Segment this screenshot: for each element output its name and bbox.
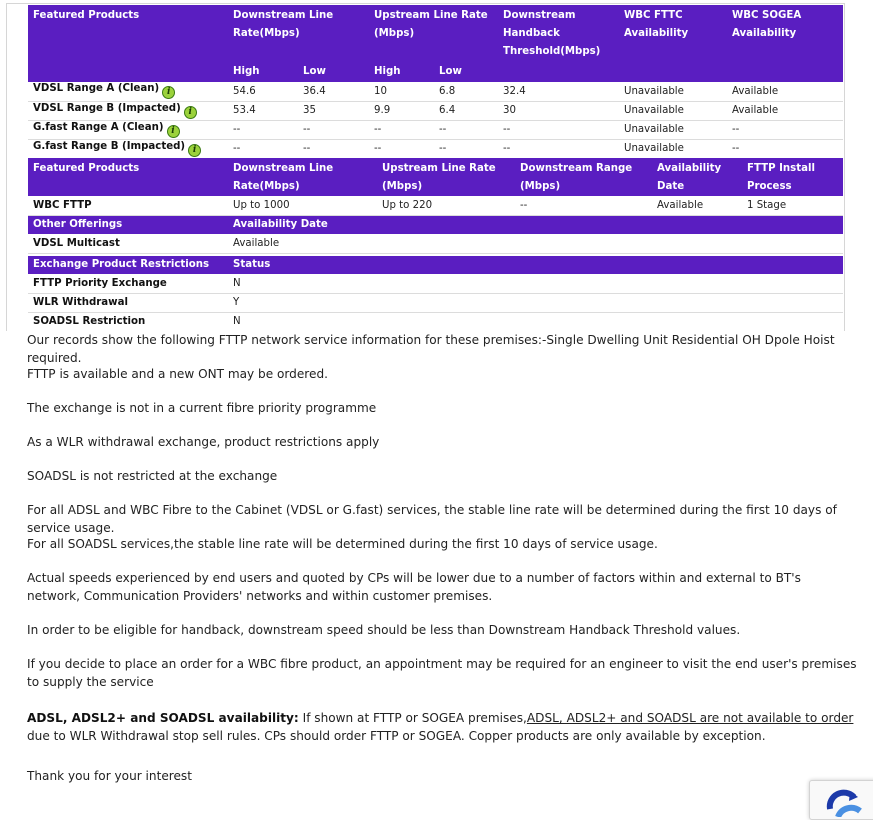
info-message: For all SOADSL services,the stable line rate will be determined during the first 10 days of service usage. (27, 537, 658, 551)
note-text: due to WLR Withdrawal stop sell rules. CPs should order FTTP or SOGEA. Copper products are only available by exception. (27, 728, 766, 743)
cell: 30 (498, 101, 619, 120)
cell: -- (498, 139, 619, 158)
cell: -- (228, 120, 298, 139)
cell: Available (727, 82, 843, 101)
table-row (28, 101, 843, 120)
cell: Unavailable (619, 120, 727, 139)
cell: -- (498, 120, 619, 139)
cell: Y (228, 293, 843, 312)
product-name: G.fast Range B (Impacted) (33, 140, 186, 152)
restriction-name: FTTP Priority Exchange (28, 274, 228, 293)
column-header: Upstream Line Rate (Mbps) (369, 5, 498, 61)
cell: -- (298, 120, 369, 139)
info-message: If you decide to place an order for a WBC fibre product, an appointment may be required for an engineer to visit the end user's premises to supply the service (27, 657, 857, 689)
cell: N (228, 274, 843, 293)
info-icon[interactable]: i (167, 125, 180, 138)
column-header: Upstream Line Rate (Mbps) (377, 158, 515, 196)
info-message: The exchange is not in a current fibre priority programme (27, 401, 377, 415)
column-header: Status (228, 256, 843, 274)
info-icon[interactable]: i (188, 144, 201, 157)
recaptcha-badge[interactable] (809, 780, 873, 820)
subheader: Low (298, 61, 369, 82)
note-text: If shown at FTTP or SOGEA premises, (298, 711, 527, 725)
column-header: Availability Date (228, 216, 843, 234)
other-offerings-table (28, 216, 843, 254)
table-row (28, 139, 843, 158)
column-header: Downstream Handback Threshold(Mbps) (498, 5, 619, 61)
info-icon[interactable]: i (184, 106, 197, 119)
table-header-row (28, 5, 843, 61)
column-header: WBC FTTC Availability (619, 5, 727, 61)
restriction-name: SOADSL Restriction (33, 316, 146, 328)
cell: 53.4 (228, 101, 298, 120)
info-message: In order to be eligible for handback, downstream speed should be less than Downstream Handback Threshold values. (27, 623, 741, 637)
column-header: FTTP Install Process (742, 158, 843, 196)
cell: 36.4 (298, 82, 369, 101)
table-subheader-row (28, 61, 843, 82)
table-row (28, 196, 843, 215)
cell: N (233, 316, 241, 328)
closing-message: Thank you for your interest (27, 769, 192, 783)
table-header-row (28, 256, 843, 274)
column-header: Availability Date (652, 158, 742, 196)
table-row (28, 234, 843, 253)
cell: -- (434, 139, 498, 158)
column-header: Featured Products (28, 158, 228, 196)
cell: Available (652, 196, 742, 215)
cell: Unavailable (619, 82, 727, 101)
cell: Available (727, 101, 843, 120)
table-header-row (28, 158, 843, 196)
note-underlined-text: ADSL, ADSL2+ and SOADSL are not available to order (526, 711, 854, 725)
note-title: ADSL, ADSL2+ and SOADSL availability: (27, 711, 299, 725)
recaptcha-icon (824, 787, 864, 817)
fttp-products-table (28, 158, 843, 216)
cell: -- (727, 139, 843, 158)
subheader: Low (434, 61, 498, 82)
cell: 54.6 (228, 82, 298, 101)
cell: -- (369, 120, 434, 139)
info-message: FTTP is available and a new ONT may be ordered. (27, 367, 328, 381)
cell: -- (228, 139, 298, 158)
table-row (28, 82, 843, 101)
column-header: Featured Products (28, 5, 228, 61)
column-header: Other Offerings (28, 216, 228, 234)
cell: -- (434, 120, 498, 139)
subheader: High (228, 61, 298, 82)
product-name: WBC FTTP (28, 196, 228, 215)
cell: Unavailable (619, 139, 727, 158)
cell: 1 Stage (742, 196, 843, 215)
restriction-name: WLR Withdrawal (28, 293, 228, 312)
product-name: G.fast Range A (Clean) (33, 121, 164, 133)
column-header: Downstream Line Rate(Mbps) (228, 158, 377, 196)
table-row (28, 293, 843, 312)
info-icon[interactable]: i (162, 86, 175, 99)
column-header: Exchange Product Restrictions (28, 256, 228, 274)
info-message: Our records show the following FTTP network service information for these premises:-Single Dwelling Unit Residential OH Dpole Hoist required. (27, 333, 835, 365)
info-message: SOADSL is not restricted at the exchange (27, 469, 278, 483)
cell: Up to 1000 (228, 196, 377, 215)
cell: Available (228, 234, 843, 253)
info-message: For all ADSL and WBC Fibre to the Cabinet (VDSL or G.fast) services, the stable line rate will be determined during the first 10 days of service usage. (27, 503, 837, 535)
cell: Unavailable (619, 101, 727, 120)
cell: 35 (298, 101, 369, 120)
product-name: VDSL Range A (Clean) (33, 83, 160, 95)
cell: Up to 220 (377, 196, 515, 215)
table-header-row (28, 216, 843, 234)
column-header: WBC SOGEA Availability (727, 5, 843, 61)
cell: -- (515, 196, 652, 215)
cell: 6.4 (434, 101, 498, 120)
column-header: Downstream Range (Mbps) (515, 158, 652, 196)
adsl-availability-note (27, 710, 867, 745)
table-row (28, 120, 843, 139)
cell: 9.9 (369, 101, 434, 120)
cell: -- (369, 139, 434, 158)
exchange-restrictions-table (28, 256, 843, 331)
table-row (28, 274, 843, 293)
fttc-products-table (28, 5, 843, 159)
info-message: Actual speeds experienced by end users and quoted by CPs will be lower due to a number of factors within and external to BT's network, Communication Providers' networks and within customer premises. (27, 571, 801, 603)
product-name: VDSL Multicast (28, 234, 228, 253)
info-message: As a WLR withdrawal exchange, product restrictions apply (27, 435, 380, 449)
table-row (28, 312, 843, 331)
cell: -- (727, 120, 843, 139)
column-header: Downstream Line Rate(Mbps) (228, 5, 369, 61)
cell: -- (298, 139, 369, 158)
cell: 32.4 (498, 82, 619, 101)
product-name: VDSL Range B (Impacted) (33, 102, 181, 114)
cell: 6.8 (434, 82, 498, 101)
subheader: High (369, 61, 434, 82)
cell: 10 (369, 82, 434, 101)
